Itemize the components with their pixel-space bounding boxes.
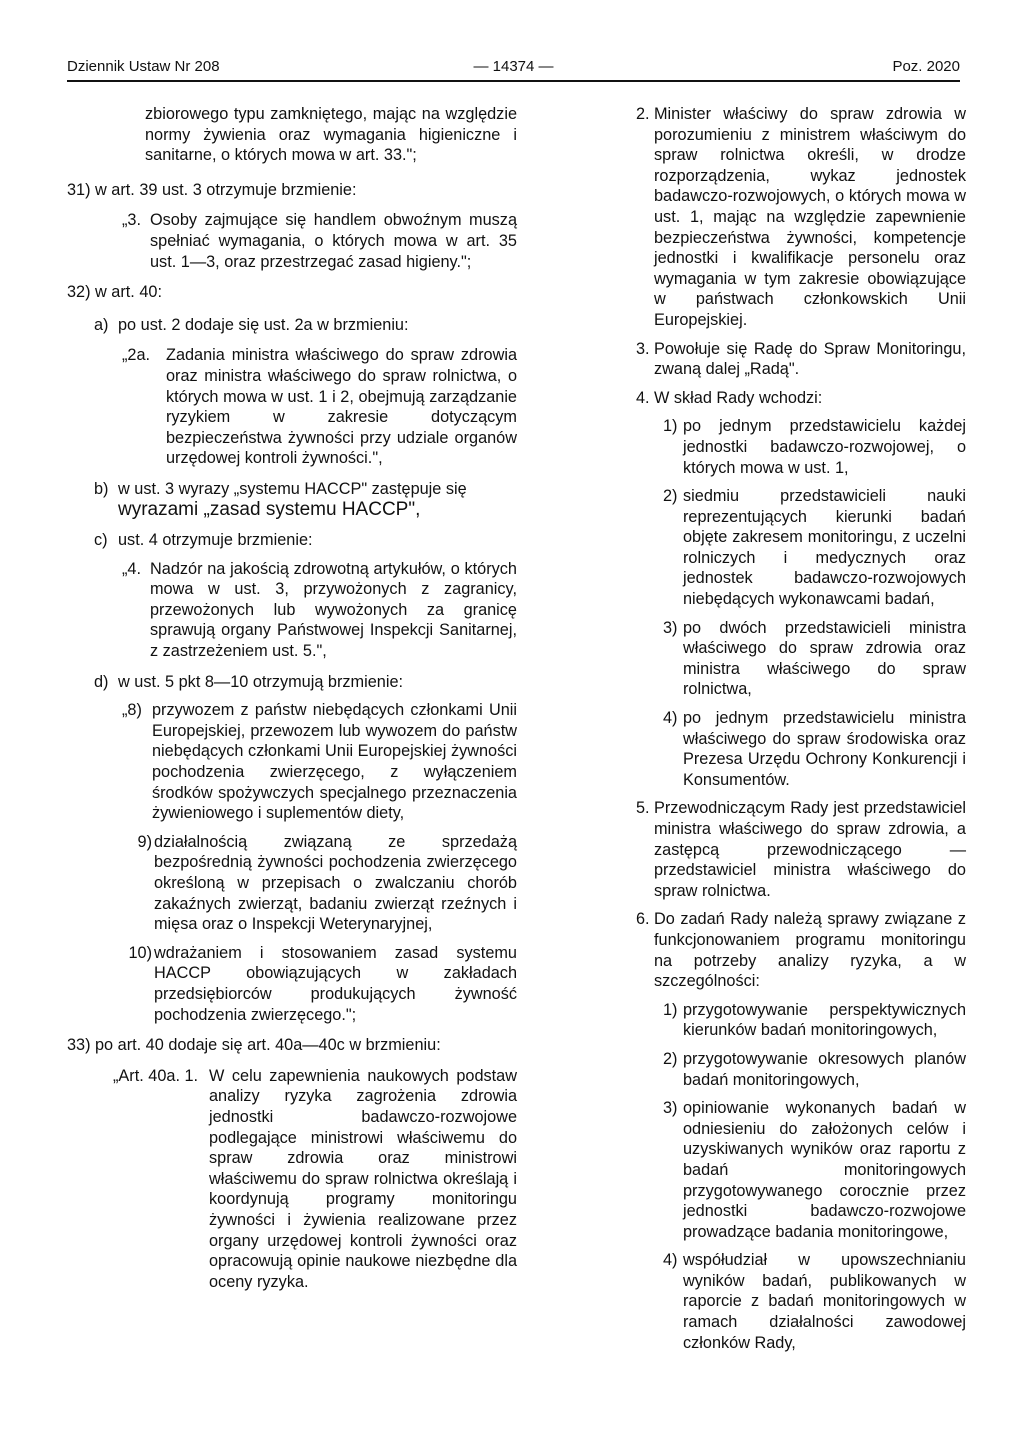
subitem-letter: a): [94, 315, 109, 334]
point-text: działalnością związaną ze sprzedażą bezpośrednią żywności pochodzenia zwierzęcego określoną w przepisach o zwalczaniu chorób zakaźnych zwierząt, badaniu zwierząt rzeźnych i mięsa oraz o Inspekcji Weterynaryjnej,: [154, 832, 517, 934]
point-text: przywozem z państw niebędących członkami Unii Europejskiej, przewozem lub wywozem do państw niebędących członkami Unii Europejskiej żywności pochodzenia zwierzęcego, z wyłączeniem środków spożywczych specjalnego przeznaczenia żywieniowego i suplementów diety,: [152, 701, 517, 823]
task-number: 3): [663, 1099, 678, 1118]
member-4: [663, 708, 966, 790]
paragraph-number: 6.: [636, 910, 650, 929]
item-number: 32): [67, 283, 91, 302]
position-number: Poz. 2020: [892, 58, 960, 75]
subitem-letter: c): [94, 531, 108, 550]
paragraph-5: [636, 798, 966, 901]
subitem-b-line1: w ust. 3 wyrazy „systemu HACCP" zastępuje się: [118, 479, 467, 498]
right-column: [636, 104, 966, 1353]
member-text: po jednym przedstawicielu każdej jednostki badawczo-rozwojowej, o których mowa w ust. 1,: [683, 417, 966, 477]
task-1: [663, 1000, 966, 1041]
member-3: [663, 618, 966, 700]
member-text: siedmiu przedstawicieli nauki reprezentujących kierunki badań objęte zakresem monitoringu, z uczelni rolniczych i medycznych oraz jednostek badawczo-rozwojowych niebędących wykonawcami badań,: [683, 487, 966, 609]
member-text: po jednym przedstawicielu ministra właściwego do spraw środowiska oraz Prezesa Urzędu Ochrony Konkurencji i Konsumentów.: [683, 709, 966, 789]
art-40a: [113, 1066, 517, 1293]
item-32: [67, 282, 517, 303]
subitem-letter: b): [94, 479, 109, 498]
article-text: W celu zapewnienia naukowych podstaw analizy ryzyka zagrożenia zdrowia jednostki badawczo-rozwojowe podlegające ministrowi właściwemu do spraw zdrowia oraz ministrowi właściwemu do spraw rolnictwa określają i koordynują programy monitoringu żywności i żywienia realizowane przez organy urzędowej kontroli żywności oraz opracowują opinie naukowe niezbędne dla oceny ryzyka.: [209, 1066, 517, 1291]
quote-31-3: [122, 210, 517, 272]
task-2: [663, 1049, 966, 1090]
item-text: w art. 39 ust. 3 otrzymuje brzmienie:: [95, 180, 357, 199]
task-number: 2): [663, 1049, 678, 1068]
task-text: przygotowywanie okresowych planów badań monitoringowych,: [683, 1049, 966, 1089]
member-1: [663, 416, 966, 478]
item-text: w art. 40:: [95, 283, 162, 302]
point-number: 9): [137, 832, 152, 851]
task-text: opiniowanie wykonanych badań w odniesieniu do założonych celów i uzyskiwanych wyników oraz raportu z badań monitoringowych przygotowywanego corocznie przez jednostki badawczo-rozwojowe prowadzące badania monitoringowe,: [683, 1099, 966, 1241]
item-number: 33): [67, 1036, 91, 1055]
item-text: po art. 40 dodaje się art. 40a—40c w brzmieniu:: [95, 1036, 441, 1055]
article-number: „Art. 40a. 1.: [113, 1066, 199, 1085]
subitem-c: [94, 530, 517, 551]
member-text: po dwóch przedstawicieli ministra właściwego do spraw zdrowia oraz ministra właściwego do spraw rolnictwa,: [683, 618, 966, 699]
point-text: wdrażaniem i stosowaniem zasad systemu HACCP obowiązujących w zakładach przedsiębiorców produkujących żywność pochodzenia zwierzęcego.";: [154, 943, 517, 1024]
quote-4: [122, 559, 517, 662]
subitem-b-text: [118, 479, 517, 520]
task-number: 1): [663, 1000, 678, 1019]
quote-number: „4.: [122, 559, 142, 578]
point-9: [122, 832, 517, 935]
member-2: [663, 486, 966, 610]
task-number: 4): [663, 1251, 678, 1270]
subitem-letter: d): [94, 672, 109, 691]
paragraph-number: 2.: [636, 105, 650, 123]
left-column: [67, 104, 517, 1292]
paragraph-2: [636, 104, 966, 331]
header-rule: [67, 80, 960, 82]
subitem-a: [94, 315, 517, 336]
subitem-d: [94, 672, 517, 693]
paragraph-text: Powołuje się Radę do Spraw Monitoringu, zwaną dalej „Radą".: [654, 339, 966, 379]
member-number: 3): [663, 618, 678, 637]
intro-paragraph: zbiorowego typu zamkniętego, mając na względzie normy żywienia oraz wymagania higieniczne i sanitarne, o których mowa w art. 33.";: [145, 105, 517, 165]
subitem-text: w ust. 5 pkt 8—10 otrzymują brzmienie:: [118, 672, 404, 691]
task-text: przygotowywanie perspektywicznych kierunków badań monitoringowych,: [683, 1000, 966, 1040]
task-text: współudział w upowszechnianiu wyników badań, publikowanych w raporcie z badań monitoringowych w ramach działalności zawodowej członków Rady,: [683, 1251, 966, 1352]
paragraph-text: W skład Rady wchodzi:: [654, 388, 823, 407]
paragraph-text: Do zadań Rady należą sprawy związane z funkcjonowaniem programu monitoringu na potrzeby analizy ryzyka, a w szczególności:: [654, 910, 966, 991]
paragraph-number: 5.: [636, 799, 650, 818]
item-31: [67, 180, 517, 201]
paragraph-number: 4.: [636, 388, 650, 407]
task-3: [663, 1098, 966, 1242]
quote-text: Osoby zajmujące się handlem obwoźnym muszą spełniać wymagania, o których mowa w art. 35 ust. 1—3, oraz przestrzegać zasad higieny.";: [150, 211, 517, 271]
quote-text: Zadania ministra właściwego do spraw zdrowia oraz ministra właściwego do spraw rolnictwa, o których mowa w ust. 1 i 2, obejmują zarządzanie ryzykiem w zakresie dotyczącym bezpieczeństwa żywności przy udziale organów urzędowej kontroli żywności.",: [166, 346, 517, 468]
quote-number: „3.: [122, 211, 142, 230]
point-8: [122, 700, 517, 824]
item-number: 31): [67, 180, 91, 199]
paragraph-number: 3.: [636, 339, 650, 358]
journal-title: Dziennik Ustaw Nr 208: [67, 58, 220, 75]
subitem-text: po ust. 2 dodaje się ust. 2a w brzmieniu:: [118, 315, 409, 334]
paragraph-text: Przewodniczącym Rady jest przedstawiciel ministra właściwego do spraw zdrowia, a zastępcą przewodniczącego — przedstawiciel ministra właściwego do spraw rolnictwa.: [654, 799, 966, 900]
point-10: [122, 943, 517, 1025]
point-number: 10): [128, 943, 152, 962]
member-number: 4): [663, 709, 678, 728]
page-number: — 14374 —: [473, 58, 554, 75]
quote-text: Nadzór na jakością zdrowotną artykułów, o których mowa w ust. 3, przywożonych z zagranicy, przewożonych lub wywożonych za granicę sprawują organy Państwowej Inspekcji Sanitarnej, z zastrzeżeniem ust. 5.",: [150, 559, 517, 661]
member-number: 1): [663, 417, 678, 436]
quote-2a: [122, 345, 517, 469]
paragraph-3: [636, 339, 966, 380]
subitem-b-line2: wyrazami „zasad systemu HACCP",: [118, 498, 421, 520]
item-33: [67, 1035, 517, 1056]
paragraph-text: Minister właściwy do spraw zdrowia w porozumieniu z ministrem właściwym do spraw rolnictwa określi, w drodze rozporządzenia, wykaz jednostek badawczo-rozwojowych, o których mowa w ust. 1, mając na względzie zapewnienie bezpieczeństwa żywności, kompetencje jednostki i kwalifikacje personelu oraz wymagania w tym zakresie obowiązujące w państwach członkowskich Unii Europejskiej.: [654, 105, 966, 329]
paragraph-4: [636, 388, 966, 409]
member-number: 2): [663, 487, 678, 506]
task-4: [663, 1250, 966, 1353]
subitem-b: [94, 479, 517, 520]
quote-number: „2a.: [122, 346, 151, 365]
subitem-text: ust. 4 otrzymuje brzmienie:: [118, 531, 313, 550]
paragraph-6: [636, 909, 966, 991]
point-number: „8): [122, 701, 142, 720]
